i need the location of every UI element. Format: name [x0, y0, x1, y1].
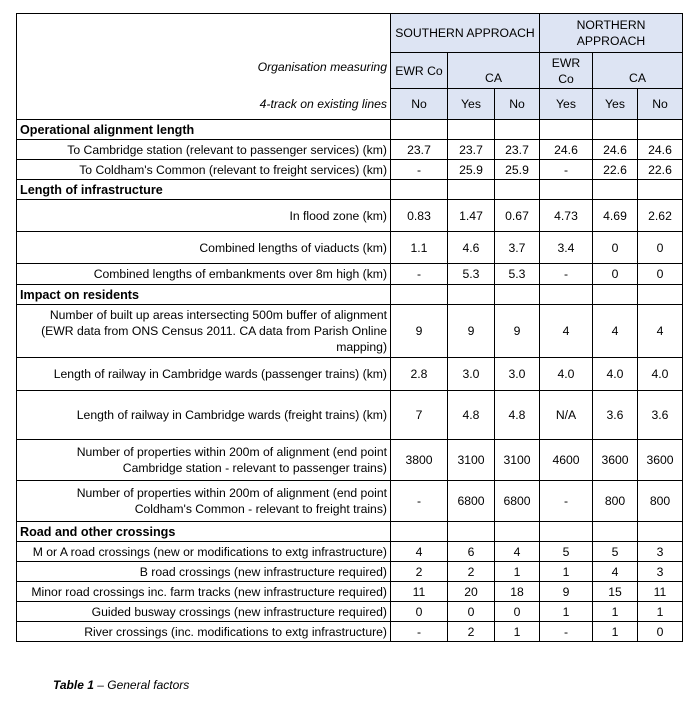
table-row	[17, 582, 683, 602]
table-row	[17, 481, 683, 522]
value-cell: 800	[638, 481, 683, 522]
table-row	[17, 140, 683, 160]
value-cell: 2	[448, 562, 495, 582]
table-row	[17, 440, 683, 481]
value-cell: 5.3	[448, 264, 495, 285]
caption-number: Table 1	[53, 678, 94, 692]
value-cell: 3800	[391, 440, 448, 481]
value-cell: 22.6	[593, 160, 638, 180]
org-southern-ewr: EWR Co	[391, 53, 448, 89]
value-cell: 3.4	[540, 232, 593, 264]
value-cell: -	[540, 622, 593, 642]
value-cell: 4600	[540, 440, 593, 481]
value-cell: 25.9	[495, 160, 540, 180]
empty-cell	[448, 120, 495, 140]
value-cell: 0.83	[391, 200, 448, 232]
value-cell: 4.8	[495, 391, 540, 440]
value-cell: 0	[638, 232, 683, 264]
row-label: Combined lengths of viaducts (km)	[17, 232, 391, 264]
value-cell: 3.6	[593, 391, 638, 440]
value-cell: 3100	[495, 440, 540, 481]
fourtrack-value: No	[495, 89, 540, 120]
empty-cell	[448, 180, 495, 200]
org-southern-ca: CA	[448, 53, 540, 89]
value-cell: 23.7	[391, 140, 448, 160]
value-cell: 3	[638, 542, 683, 562]
row-label: Length of railway in Cambridge wards (freight trains) (km)	[17, 391, 391, 440]
table-row	[17, 305, 683, 358]
table-row	[17, 200, 683, 232]
empty-cell	[495, 522, 540, 542]
row-label: Number of properties within 200m of alignment (end point Cambridge station - relevant to passenger trains)	[17, 440, 391, 481]
value-cell: 5	[540, 542, 593, 562]
empty-cell	[593, 180, 638, 200]
value-cell: 2	[391, 562, 448, 582]
row-label: M or A road crossings (new or modifications to extg infrastructure)	[17, 542, 391, 562]
row-label: To Coldham's Common (relevant to freight services) (km)	[17, 160, 391, 180]
section-title: Operational alignment length	[17, 120, 391, 140]
value-cell: 6	[448, 542, 495, 562]
value-cell: 23.7	[448, 140, 495, 160]
value-cell: 1	[540, 562, 593, 582]
value-cell: 15	[593, 582, 638, 602]
value-cell: 4.69	[593, 200, 638, 232]
value-cell: 24.6	[593, 140, 638, 160]
empty-cell	[638, 285, 683, 305]
general-factors-table	[16, 13, 683, 642]
row-label: Number of properties within 200m of alignment (end point Coldham's Common - relevant to freight trains)	[17, 481, 391, 522]
value-cell: 3.0	[448, 358, 495, 391]
fourtrack-value: Yes	[593, 89, 638, 120]
section-title: Length of infrastructure	[17, 180, 391, 200]
fourtrack-value: Yes	[448, 89, 495, 120]
value-cell: 3	[638, 562, 683, 582]
value-cell: 24.6	[540, 140, 593, 160]
table-row	[17, 358, 683, 391]
empty-cell	[495, 120, 540, 140]
value-cell: -	[391, 481, 448, 522]
empty-cell	[593, 120, 638, 140]
table-row	[17, 542, 683, 562]
value-cell: 2.62	[638, 200, 683, 232]
value-cell: 9	[448, 305, 495, 358]
table-row	[17, 562, 683, 582]
section-header-row	[17, 180, 683, 200]
fourtrack-value: No	[638, 89, 683, 120]
empty-cell	[638, 522, 683, 542]
value-cell: N/A	[540, 391, 593, 440]
value-cell: 4	[638, 305, 683, 358]
org-northern-ewr: EWR Co	[540, 53, 593, 89]
row-label: Minor road crossings inc. farm tracks (new infrastructure required)	[17, 582, 391, 602]
value-cell: 25.9	[448, 160, 495, 180]
value-cell: -	[391, 160, 448, 180]
organisation-label: Organisation measuring	[257, 60, 387, 75]
value-cell: 6800	[495, 481, 540, 522]
value-cell: 4.0	[638, 358, 683, 391]
value-cell: 0	[593, 232, 638, 264]
value-cell: 4.0	[593, 358, 638, 391]
row-label: River crossings (inc. modifications to extg infrastructure)	[17, 622, 391, 642]
value-cell: 0	[638, 264, 683, 285]
value-cell: 0	[495, 602, 540, 622]
value-cell: 2.8	[391, 358, 448, 391]
table-row	[17, 391, 683, 440]
value-cell: 3.0	[495, 358, 540, 391]
empty-cell	[593, 522, 638, 542]
empty-cell	[495, 285, 540, 305]
empty-cell	[391, 522, 448, 542]
empty-cell	[540, 120, 593, 140]
value-cell: 4.6	[448, 232, 495, 264]
value-cell: 3600	[593, 440, 638, 481]
empty-cell	[391, 120, 448, 140]
value-cell: 1	[593, 602, 638, 622]
row-label: Guided busway crossings (new infrastructure required)	[17, 602, 391, 622]
table-row	[17, 602, 683, 622]
value-cell: 3.6	[638, 391, 683, 440]
value-cell: 0	[448, 602, 495, 622]
value-cell: 3600	[638, 440, 683, 481]
empty-cell	[391, 180, 448, 200]
value-cell: 0	[638, 622, 683, 642]
section-header-row	[17, 522, 683, 542]
value-cell: 800	[593, 481, 638, 522]
section-title: Impact on residents	[17, 285, 391, 305]
row-label: To Cambridge station (relevant to passenger services) (km)	[17, 140, 391, 160]
row-label: Number of built up areas intersecting 500m buffer of alignment (EWR data from ONS Census 2011. CA data from Parish Online mapping)	[17, 305, 391, 358]
org-northern-ca: CA	[593, 53, 683, 89]
value-cell: 9	[540, 582, 593, 602]
value-cell: 9	[391, 305, 448, 358]
value-cell: 4.0	[540, 358, 593, 391]
value-cell: 4	[540, 305, 593, 358]
empty-cell	[540, 522, 593, 542]
table-row	[17, 160, 683, 180]
table-caption	[53, 678, 189, 692]
row-label: In flood zone (km)	[17, 200, 391, 232]
value-cell: -	[540, 264, 593, 285]
value-cell: 4.8	[448, 391, 495, 440]
table-row	[17, 622, 683, 642]
value-cell: 20	[448, 582, 495, 602]
value-cell: -	[540, 160, 593, 180]
table-row	[17, 264, 683, 285]
value-cell: 18	[495, 582, 540, 602]
empty-cell	[540, 180, 593, 200]
fourtrack-label: 4-track on existing lines	[17, 89, 391, 120]
value-cell: 3.7	[495, 232, 540, 264]
value-cell: 4.73	[540, 200, 593, 232]
value-cell: 4	[593, 562, 638, 582]
value-cell: 1	[495, 562, 540, 582]
empty-cell	[448, 522, 495, 542]
fourtrack-value: Yes	[540, 89, 593, 120]
empty-cell	[593, 285, 638, 305]
row-label: Combined lengths of embankments over 8m high (km)	[17, 264, 391, 285]
empty-cell	[638, 180, 683, 200]
value-cell: -	[540, 481, 593, 522]
row-label: B road crossings (new infrastructure required)	[17, 562, 391, 582]
table-row	[17, 232, 683, 264]
value-cell: 2	[448, 622, 495, 642]
value-cell: -	[391, 622, 448, 642]
value-cell: 5	[593, 542, 638, 562]
row-label: Length of railway in Cambridge wards (passenger trains) (km)	[17, 358, 391, 391]
value-cell: 3100	[448, 440, 495, 481]
value-cell: 23.7	[495, 140, 540, 160]
empty-cell	[495, 180, 540, 200]
value-cell: 1.1	[391, 232, 448, 264]
empty-cell	[638, 120, 683, 140]
value-cell: 11	[391, 582, 448, 602]
empty-cell	[391, 285, 448, 305]
value-cell: 6800	[448, 481, 495, 522]
value-cell: 0.67	[495, 200, 540, 232]
northern-approach-header: NORTHERN APPROACH	[540, 14, 683, 53]
value-cell: 1	[638, 602, 683, 622]
value-cell: 5.3	[495, 264, 540, 285]
value-cell: 0	[593, 264, 638, 285]
value-cell: 4	[593, 305, 638, 358]
value-cell: 4	[495, 542, 540, 562]
section-title: Road and other crossings	[17, 522, 391, 542]
value-cell: 1	[495, 622, 540, 642]
value-cell: 1	[540, 602, 593, 622]
header-blank-cell	[17, 14, 391, 89]
value-cell: 1.47	[448, 200, 495, 232]
section-header-row	[17, 120, 683, 140]
empty-cell	[540, 285, 593, 305]
empty-cell	[448, 285, 495, 305]
value-cell: 4	[391, 542, 448, 562]
value-cell: 7	[391, 391, 448, 440]
southern-approach-header: SOUTHERN APPROACH	[391, 14, 540, 53]
value-cell: -	[391, 264, 448, 285]
value-cell: 0	[391, 602, 448, 622]
section-header-row	[17, 285, 683, 305]
value-cell: 11	[638, 582, 683, 602]
value-cell: 1	[593, 622, 638, 642]
value-cell: 24.6	[638, 140, 683, 160]
fourtrack-value: No	[391, 89, 448, 120]
value-cell: 9	[495, 305, 540, 358]
caption-text: – General factors	[93, 678, 190, 692]
value-cell: 22.6	[638, 160, 683, 180]
